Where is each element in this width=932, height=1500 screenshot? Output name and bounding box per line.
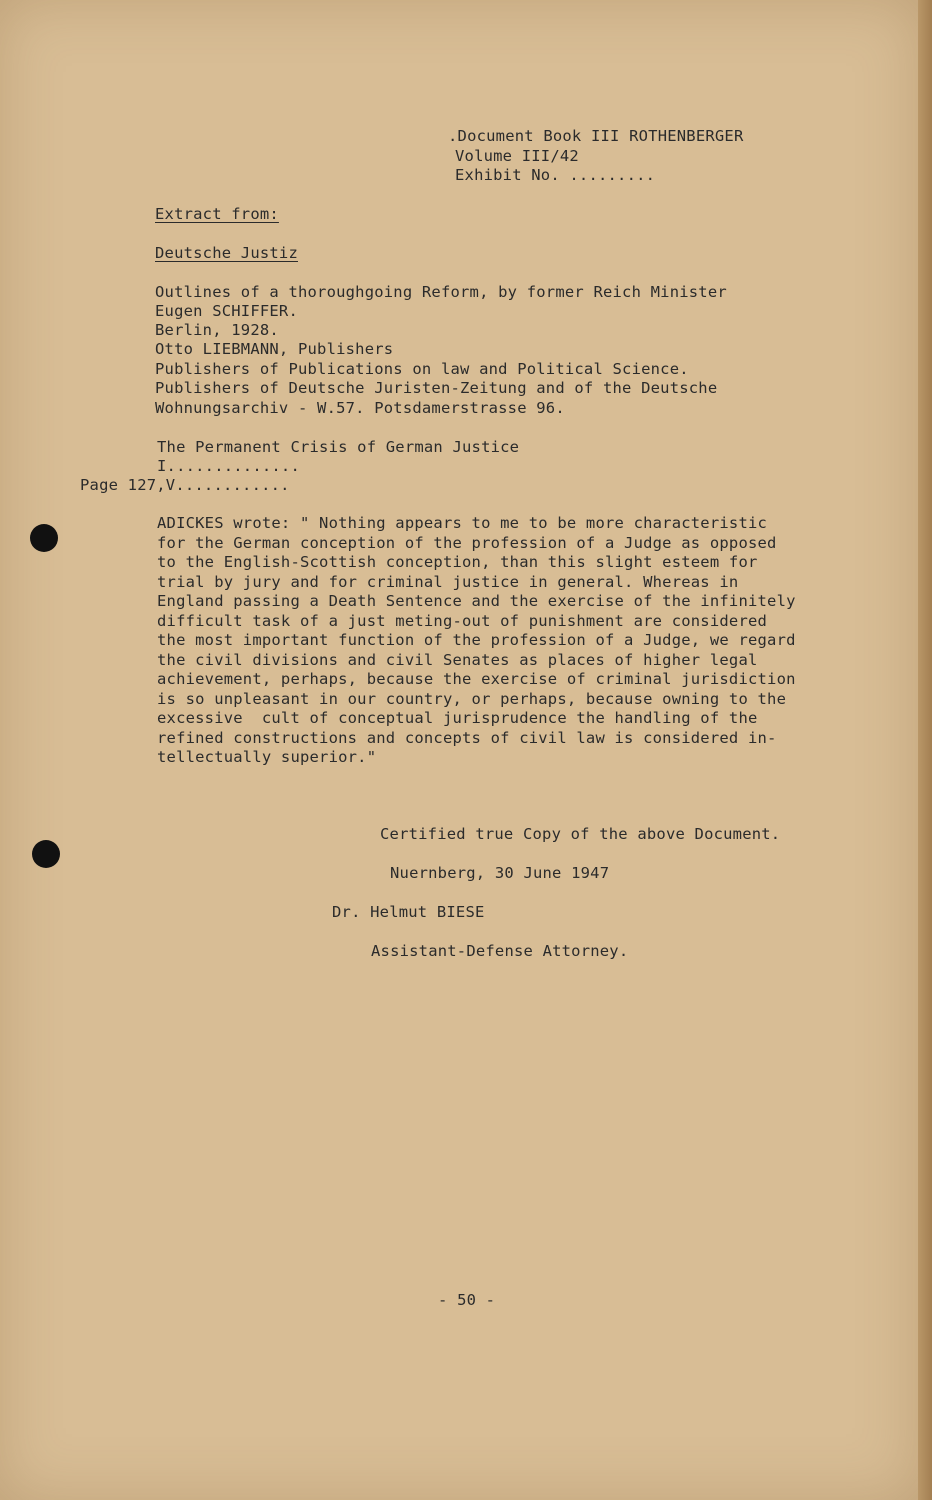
publication-line: Publishers of Deutsche Juristen-Zeitung and of the Deutsche <box>155 379 718 397</box>
section-title: The Permanent Crisis of German Justice <box>157 438 520 456</box>
exhibit-label: Exhibit No. ......... <box>455 166 656 184</box>
publication-line: Wohnungsarchiv - W.57. Potsdamerstrasse 96. <box>155 399 565 417</box>
extract-label: Extract from: <box>155 205 279 223</box>
quote-line: England passing a Death Sentence and the exercise of the infinitely <box>157 592 796 610</box>
quote-line: achievement, perhaps, because the exercise of criminal jurisdiction <box>157 670 796 688</box>
page-edge <box>918 0 932 1500</box>
quote-line: excessive cult of conceptual jurisprudence the handling of the <box>157 709 758 727</box>
quote-line: trial by jury and for criminal justice in general. Whereas in <box>157 573 739 591</box>
publication-line: Berlin, 1928. <box>155 321 279 339</box>
quote-line: for the German conception of the profession of a Judge as opposed <box>157 534 777 552</box>
certifier-role: Assistant-Defense Attorney. <box>371 942 629 960</box>
publication-line: Outlines of a thoroughgoing Reform, by former Reich Minister <box>155 283 727 301</box>
punch-hole <box>32 840 60 868</box>
publication-line: Publishers of Publications on law and Political Science. <box>155 360 689 378</box>
certification-place-date: Nuernberg, 30 June 1947 <box>390 864 610 882</box>
quote-line: tellectually superior." <box>157 748 377 766</box>
quote-line: to the English-Scottish conception, than this slight esteem for <box>157 553 758 571</box>
quote-line: refined constructions and concepts of civil law is considered in- <box>157 729 777 747</box>
page-number: - 50 - <box>438 1291 496 1309</box>
document-book-label: .Document Book III ROTHENBERGER <box>448 127 744 145</box>
section-sub-i: I.............. <box>157 457 300 475</box>
certification-statement: Certified true Copy of the above Document. <box>380 825 781 843</box>
certifier-name: Dr. Helmut BIESE <box>332 903 485 921</box>
publication-line: Otto LIEBMANN, Publishers <box>155 340 394 358</box>
quote-line: the civil divisions and civil Senates as places of higher legal <box>157 651 758 669</box>
quote-line: the most important function of the profession of a Judge, we regard <box>157 631 796 649</box>
punch-hole <box>30 524 58 552</box>
volume-label: Volume III/42 <box>455 147 579 165</box>
source-title: Deutsche Justiz <box>155 244 298 262</box>
publication-line: Eugen SCHIFFER. <box>155 302 298 320</box>
quote-line: difficult task of a just meting-out of punishment are considered <box>157 612 768 630</box>
quote-line: ADICKES wrote: " Nothing appears to me to be more characteristic <box>157 514 768 532</box>
quote-line: is so unpleasant in our country, or perhaps, because owning to the <box>157 690 787 708</box>
page-reference: Page 127,V............ <box>80 476 290 494</box>
